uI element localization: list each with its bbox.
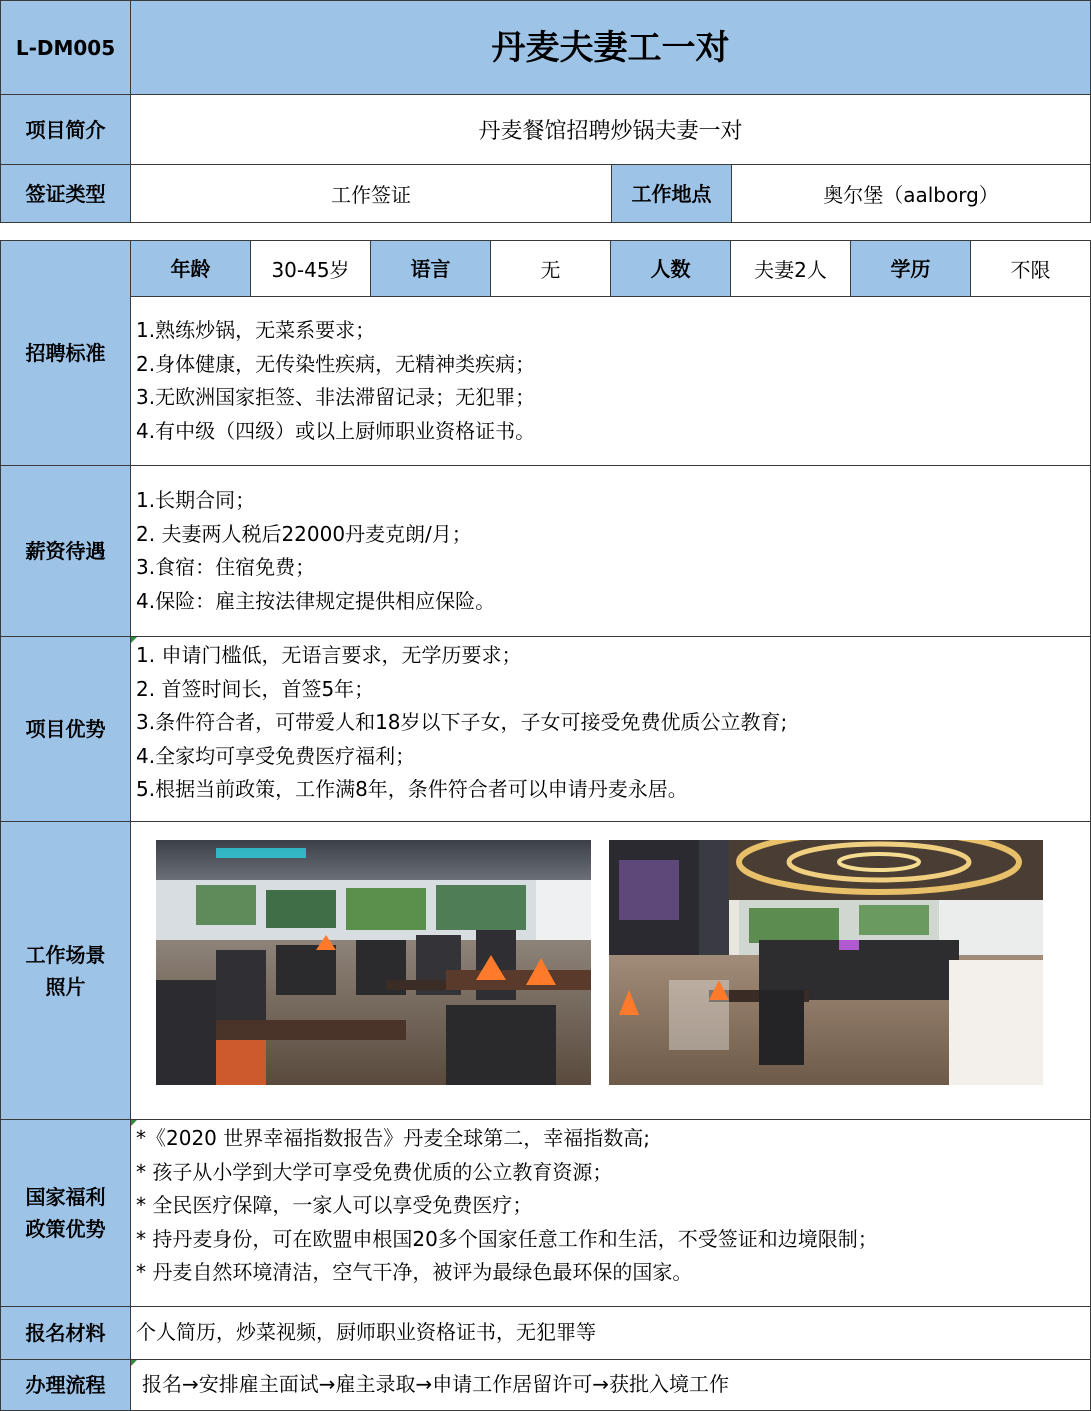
advantages-label — [0, 636, 131, 822]
list-item: * 丹麦自然环境清洁，空气干净，被评为最绿色最环保的国家。 — [136, 1260, 693, 1284]
page-title — [130, 0, 1091, 95]
requirements-list — [130, 296, 1091, 466]
list-item: * 全民医疗保障，一家人可以享受免费医疗； — [136, 1193, 533, 1217]
restaurant-photo-2 — [609, 840, 1043, 1085]
restaurant-photo-1-image — [156, 840, 591, 1085]
advantages-list — [130, 636, 1091, 822]
list-item: * 持丹麦身份，可在欧盟申根国20多个国家任意工作和生活，不受签证和边境限制； — [136, 1226, 878, 1251]
advantages-label-text: 项目优势 — [25, 717, 106, 741]
list-item: 1.长期合同； — [136, 488, 256, 512]
location-value — [731, 164, 1091, 223]
process-label-text: 办理流程 — [25, 1373, 106, 1397]
age-label — [130, 240, 251, 297]
comment-marker — [131, 1360, 137, 1366]
salary-list — [130, 465, 1091, 637]
list-item: 3.食宿：住宿免费； — [136, 555, 316, 579]
welfare-label-line1: 国家福利 — [25, 1185, 106, 1209]
restaurant-photo-2-image — [609, 840, 1043, 1085]
process-value — [130, 1359, 1091, 1411]
list-item: 4.有中级（四级）或以上厨师职业资格证书。 — [136, 418, 536, 443]
project-code — [0, 0, 131, 95]
age-value — [250, 240, 371, 297]
materials-label — [0, 1306, 131, 1360]
list-item: 2. 夫妻两人税后22000丹麦克朗/月； — [136, 521, 472, 546]
welfare-label-line2: 政策优势 — [25, 1217, 106, 1241]
location-label-text: 工作地点 — [631, 181, 712, 206]
education-value-text: 不限 — [1010, 258, 1051, 282]
visa-value — [130, 164, 612, 223]
list-item: 4.全家均可享受免费医疗福利； — [136, 743, 416, 768]
requirements-label-text: 招聘标准 — [25, 341, 106, 365]
list-item: 2. 首签时间长，首签5年； — [136, 676, 375, 701]
comment-marker — [131, 637, 137, 643]
language-label — [370, 240, 491, 297]
list-item: 1. 申请门槛低，无语言要求，无学历要求； — [136, 643, 522, 667]
welfare-label — [0, 1119, 131, 1307]
materials-text: 个人简历，炒菜视频，厨师职业资格证书，无犯罪等 — [136, 1320, 596, 1345]
process-label — [0, 1359, 131, 1411]
project-code-text: L-DM005 — [15, 35, 116, 60]
list-item: 1.熟练炒锅，无菜系要求； — [136, 318, 376, 342]
language-value-text: 无 — [540, 258, 561, 282]
page-title-text: 丹麦夫妻工一对 — [491, 27, 730, 68]
age-value-text: 30-45岁 — [271, 258, 350, 282]
visa-label — [0, 164, 131, 223]
location-value-text: 奥尔堡（aalborg） — [823, 183, 999, 207]
count-label — [610, 240, 731, 297]
education-value — [970, 240, 1091, 297]
intro-value-text: 丹麦餐馆招聘炒锅夫妻一对 — [478, 119, 743, 144]
count-value — [730, 240, 851, 297]
restaurant-photo-1 — [156, 840, 591, 1085]
visa-value-text: 工作签证 — [331, 183, 411, 207]
process-text: 报名→安排雇主面试→雇主录取→申请工作居留许可→获批入境工作 — [142, 1372, 730, 1397]
list-item: 3.条件符合者，可带爱人和18岁以下子女，子女可接受免费优质公立教育; — [136, 710, 788, 734]
list-item: 3.无欧洲国家拒签、非法滞留记录；无犯罪； — [136, 385, 536, 409]
list-item: 4.保险：雇主按法律规定提供相应保险。 — [136, 588, 496, 613]
list-item: *《2020 世界幸福指数报告》丹麦全球第二，幸福指数高; — [136, 1126, 650, 1150]
count-label-text: 人数 — [650, 256, 691, 281]
count-value-text: 夫妻2人 — [754, 258, 827, 282]
language-label-text: 语言 — [410, 256, 451, 281]
photos-label — [0, 821, 131, 1120]
intro-label-text: 项目简介 — [25, 117, 106, 142]
age-label-text: 年龄 — [170, 256, 211, 281]
materials-value — [130, 1306, 1091, 1360]
photos-label-line1: 工作场景 — [25, 942, 106, 967]
materials-label-text: 报名材料 — [25, 1321, 106, 1345]
photos-label-line2: 照片 — [45, 974, 86, 999]
welfare-list — [130, 1119, 1091, 1307]
comment-marker — [131, 1120, 137, 1126]
list-item: 5.根据当前政策，工作满8年，条件符合者可以申请丹麦永居。 — [136, 777, 688, 801]
education-label — [850, 240, 971, 297]
intro-label — [0, 94, 131, 165]
salary-label — [0, 465, 131, 637]
list-item: 2.身体健康，无传染性疾病，无精神类疾病； — [136, 351, 536, 376]
location-label — [611, 164, 732, 223]
list-item: * 孩子从小学到大学可享受免费优质的公立教育资源； — [136, 1159, 613, 1184]
visa-label-text: 签证类型 — [25, 181, 106, 206]
salary-label-text: 薪资待遇 — [25, 539, 106, 563]
requirements-label — [0, 240, 131, 466]
education-label-text: 学历 — [890, 256, 931, 281]
intro-value — [130, 94, 1091, 165]
language-value — [490, 240, 611, 297]
